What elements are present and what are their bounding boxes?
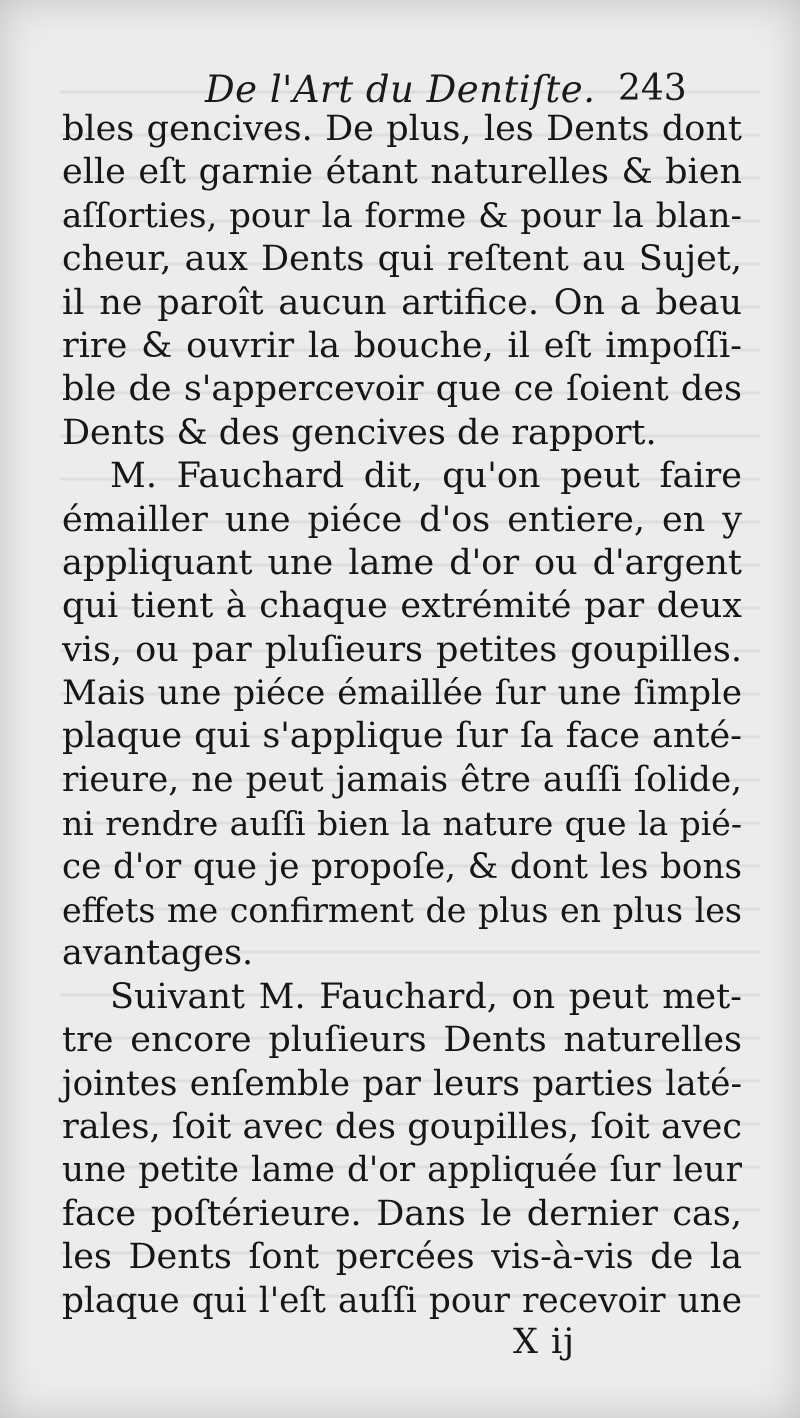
text-line: effets me confirment de plus en plus les [62,891,742,931]
text-line: M. Fauchard dit, qu'on peut faire [110,456,742,497]
signature-mark: X ij [513,1322,576,1362]
body-text [62,108,742,1323]
text-line: plaque qui s'applique ſur ſa face anté- [62,716,742,757]
text-line: tre encore pluſieurs Dents naturelles [62,1020,742,1061]
text-line: cheur, aux Dents qui reſtent au Sujet, [62,239,742,280]
text-line: plaque qui l'eſt auſſi pour recevoir une [62,1280,742,1321]
text-line: rales, ſoit avec des goupilles, ſoit avec [62,1106,742,1147]
text-line: jointes enſemble par leurs parties laté- [62,1063,742,1104]
running-title: De l'Art du Dentiſte. [205,68,596,111]
text-line: ble de s'appercevoir que ce ſoient des [62,369,742,410]
text-line: ni rendre auſſi bien la nature que la pié- [62,804,742,844]
text-line: une petite lame d'or appliquée ſur leur [62,1150,742,1191]
text-line: elle eſt garnie étant naturelles & bien [62,152,742,193]
text-line: avantages. [62,933,254,974]
text-line: Suivant M. Fauchard, on peut met- [110,976,742,1017]
text-line: Mais une piéce émaillée ſur une ſimple [62,673,742,714]
text-line: aſſorties, pour la forme & pour la blan- [62,195,742,236]
text-line: les Dents ſont percées vis-à-vis de la [62,1237,742,1278]
text-line: bles gencives. De plus, les Dents dont [62,109,742,149]
page-header [0,58,800,111]
text-line: rieure, ne peut jamais être auſſi ſolide, [62,759,742,800]
text-line: ce d'or que je propoſe, & dont les bons [62,846,742,887]
text-line: émailler une piéce d'os entiere, en y [62,499,742,540]
text-line: rire & ouvrir la bouche, il eſt impoſſi- [62,325,742,366]
text-line: face poſtérieure. Dans le dernier cas, [62,1193,742,1234]
page-number: 243 [618,68,687,109]
text-line: Dents & des gencives de rapport. [62,412,657,453]
text-line: appliquant une lame d'or ou d'argent [62,542,742,583]
text-line: qui tient à chaque extrémité par deux [62,586,742,627]
text-line: il ne paroît aucun artifice. On a beau [62,282,742,323]
text-line: vis, ou par pluſieurs petites goupilles. [62,629,742,670]
